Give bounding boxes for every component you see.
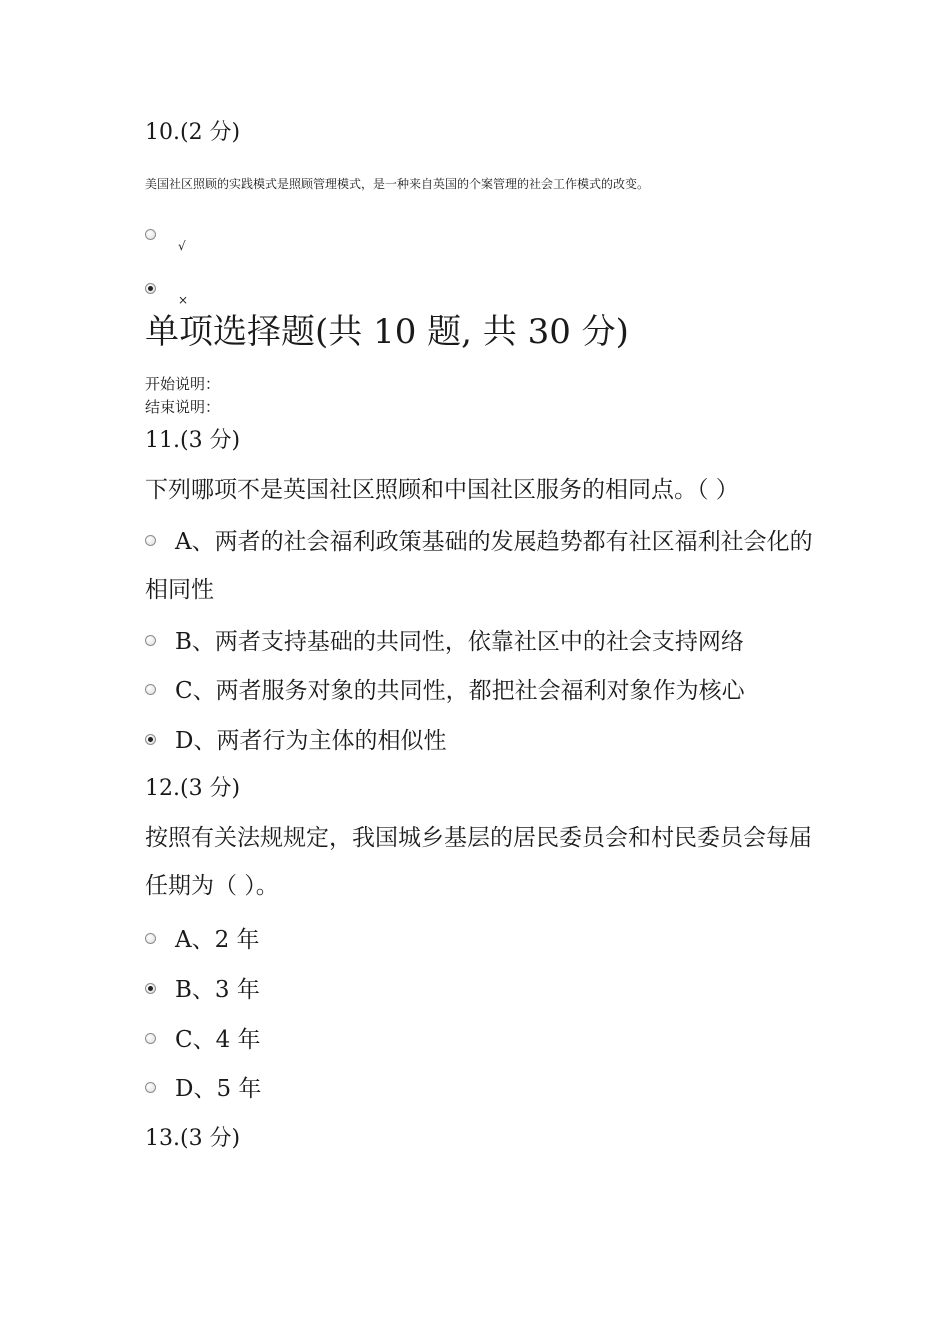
option-false-label: × (178, 293, 189, 307)
option-label: D、两者行为主体的相似性 (175, 728, 447, 754)
question-11-option-d[interactable] (145, 717, 825, 765)
question-12-option-b[interactable] (145, 966, 825, 1014)
question-11-option-a[interactable] (145, 518, 825, 614)
question-12-option-d[interactable] (145, 1065, 825, 1113)
question-10-option-true[interactable] (145, 229, 205, 269)
option-true-label: √ (178, 239, 186, 253)
question-10-number: 10.(2 分) (145, 120, 241, 145)
option-label: C、两者服务对象的共同性，都把社会福利对象作为核心 (175, 678, 745, 704)
question-12-stem: 按照有关法规规定，我国城乡基层的居民委员会和村民委员会每届任期为（ ）。 (145, 825, 812, 899)
radio-checked-icon[interactable] (145, 734, 156, 745)
radio-unchecked-icon[interactable] (145, 635, 156, 646)
option-label: B、3 年 (175, 977, 260, 1003)
question-11-stem: 下列哪项不是英国社区照顾和中国社区服务的相同点。（ ） (145, 477, 739, 503)
radio-checked-icon[interactable] (145, 283, 156, 294)
option-label: A、两者的社会福利政策基础的发展趋势都有社区福利社会化的相同性 (145, 529, 813, 603)
section-start-note: 开始说明： (145, 375, 221, 393)
question-10-stem: 美国社区照顾的实践模式是照顾管理模式，是一种来自英国的个案管理的社会工作模式的改变。 (145, 177, 650, 191)
question-11-option-c[interactable] (145, 667, 825, 715)
radio-unchecked-icon[interactable] (145, 933, 156, 944)
radio-unchecked-icon[interactable] (145, 1082, 156, 1093)
question-13-number: 13.(3 分) (145, 1126, 241, 1151)
radio-unchecked-icon[interactable] (145, 535, 156, 546)
option-label: D、5 年 (175, 1076, 262, 1102)
section-title: 单项选择题(共 10 题, 共 30 分) (145, 312, 629, 352)
radio-unchecked-icon[interactable] (145, 229, 156, 240)
section-end-note: 结束说明： (145, 398, 221, 416)
option-label: A、2 年 (175, 927, 260, 953)
option-label: B、两者支持基础的共同性，依靠社区中的社会支持网络 (175, 629, 744, 655)
radio-unchecked-icon[interactable] (145, 1033, 156, 1044)
option-label: C、4 年 (175, 1027, 261, 1053)
question-11-number: 11.(3 分) (145, 428, 241, 453)
question-12-number: 12.(3 分) (145, 776, 241, 801)
question-11-option-b[interactable] (145, 618, 825, 666)
question-12-option-c[interactable] (145, 1016, 825, 1064)
question-12-option-a[interactable] (145, 916, 825, 964)
radio-unchecked-icon[interactable] (145, 684, 156, 695)
radio-checked-icon[interactable] (145, 983, 156, 994)
